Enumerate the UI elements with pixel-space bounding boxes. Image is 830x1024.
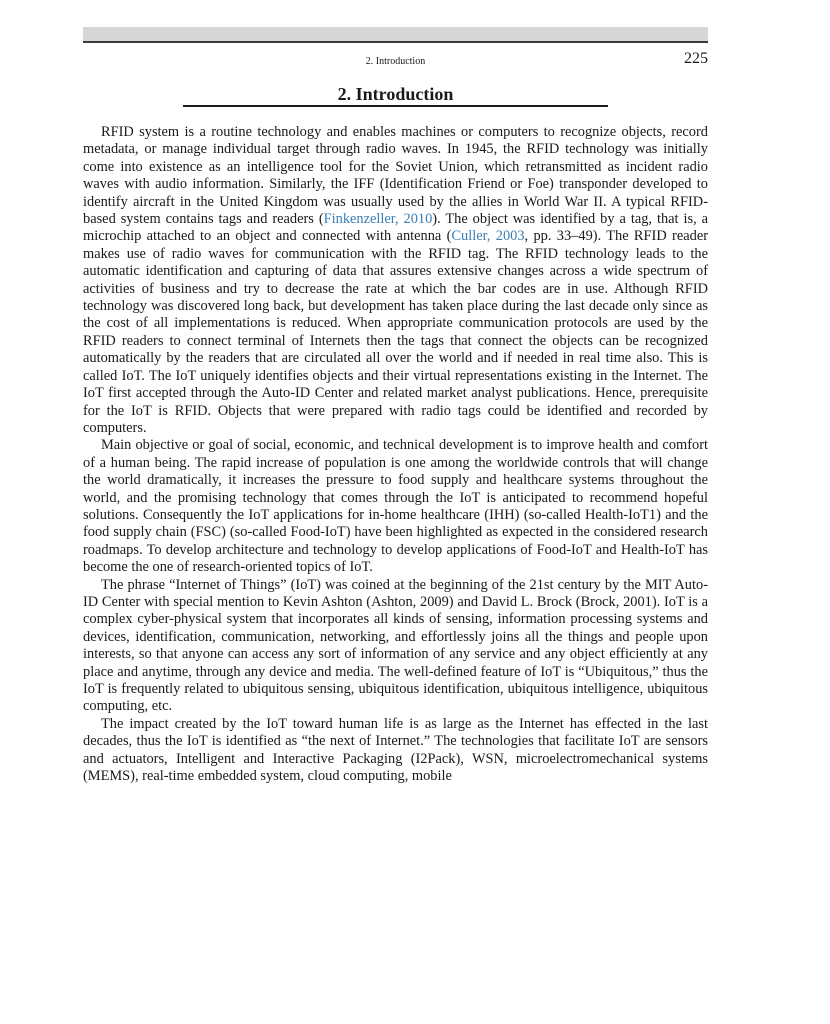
running-title: 2. Introduction	[365, 56, 426, 67]
header-rule	[83, 41, 708, 43]
section-title-rule	[183, 105, 608, 107]
paragraph-2: Main objective or goal of social, economic, and technical development is to improve health and comfort of a human being. The rapid increase of population is one among the worldwide controls that will change the world dramatically, it increases the pressure to food supply and healthcare systems throughout the world, and the promising technology that comes through the IoT is anticipated to recommend hopeful solutions. Consequently the IoT applications for in-home healthcare (IHH) (so-called Health-IoT1) and the food supply chain (FSC) (so-called Food-IoT) have been highlighted as expected in the considered research roadmaps. To develop architecture and technology to develop applications of Food-IoT and Health-IoT has become the one of research-oriented topics of IoT.	[83, 437, 708, 576]
running-head	[83, 50, 708, 70]
citation-link-culler[interactable]: Culler, 2003	[451, 228, 525, 245]
paragraph-1-text-c: , pp. 33–49). The RFID reader makes use of radio waves for communication with the RFID tag. The RFID technology leads to the automatic identification and capturing of data that assures extensive changes across a wide spectrum of activities of business and try to decrease the rate at which the bar codes are in use. Although RFID technology was discovered long back, but development has taken place during the last decade only since as the cost of all implementations is reduced. When appropriate communication protocols are used by the RFID readers to connect terminal of Internets then the tags that connect the objects can be recognized automatically by the readers that are circulated all over the world and if needed in real time also. This is called IoT. The IoT uniquely identifies objects and their virtual representations existing in the Internet. The IoT first accepted through the Auto-ID Center and related market analyst publications. Hence, prerequisite for the IoT is RFID. Objects that were prepared with radio tags could be identified and recorded by computers.	[83, 228, 708, 436]
paragraph-3: The phrase “Internet of Things” (IoT) was coined at the beginning of the 21st century by the MIT Auto-ID Center with special mention to Kevin Ashton (Ashton, 2009) and David L. Brock (Brock, 2001). IoT is a complex cyber-physical system that incorporates all kinds of sensing, information processing systems and devices, identification, communication, networking, and effortlessly joins all the things and people upon interests, so that anyone can access any sort of information of any service and any object efficiently at any place and anytime, through any device and media. The well-defined feature of IoT is “Ubiquitous,” thus the IoT is frequently related to ubiquitous sensing, ubiquitous identification, ubiquitous intelligence, ubiquitous computing, etc.	[83, 576, 708, 715]
section-title: 2. Introduction	[337, 84, 454, 104]
paragraph-1-text-b: ). The object was identified by a tag, that is, a microchip attached to an object and connected with antenna (	[83, 211, 708, 245]
body-text	[83, 124, 708, 785]
citation-link-finkenzeller[interactable]: Finkenzeller, 2010	[323, 211, 433, 228]
paragraph-1-text-a: RFID system is a routine technology and enables machines or computers to recognize objects, record metadata, or manage individual target through radio waves. In 1945, the RFID technology was initially come into existence as an intelligence tool for the Soviet Union, which retransmitted as incident radio waves with audio information. Similarly, the IFF (Identification Friend or Foe) transponder developed to identify aircraft in the United Kingdom was usually used by the allies in World War II. A typical RFID-based system contains tags and readers (	[83, 124, 708, 228]
page-number: 225	[684, 50, 708, 67]
paragraph-4: The impact created by the IoT toward human life is as large as the Internet has effected in the last decades, thus the IoT is identified as “the next of Internet.” The technologies that facilitate IoT are sensors and actuators, Intelligent and Interactive Packaging (I2Pack), WSN, microelectromechanical systems (MEMS), real-time embedded system, cloud computing, mobile	[83, 715, 708, 785]
paragraph-1	[83, 124, 708, 437]
header-band	[83, 27, 708, 41]
